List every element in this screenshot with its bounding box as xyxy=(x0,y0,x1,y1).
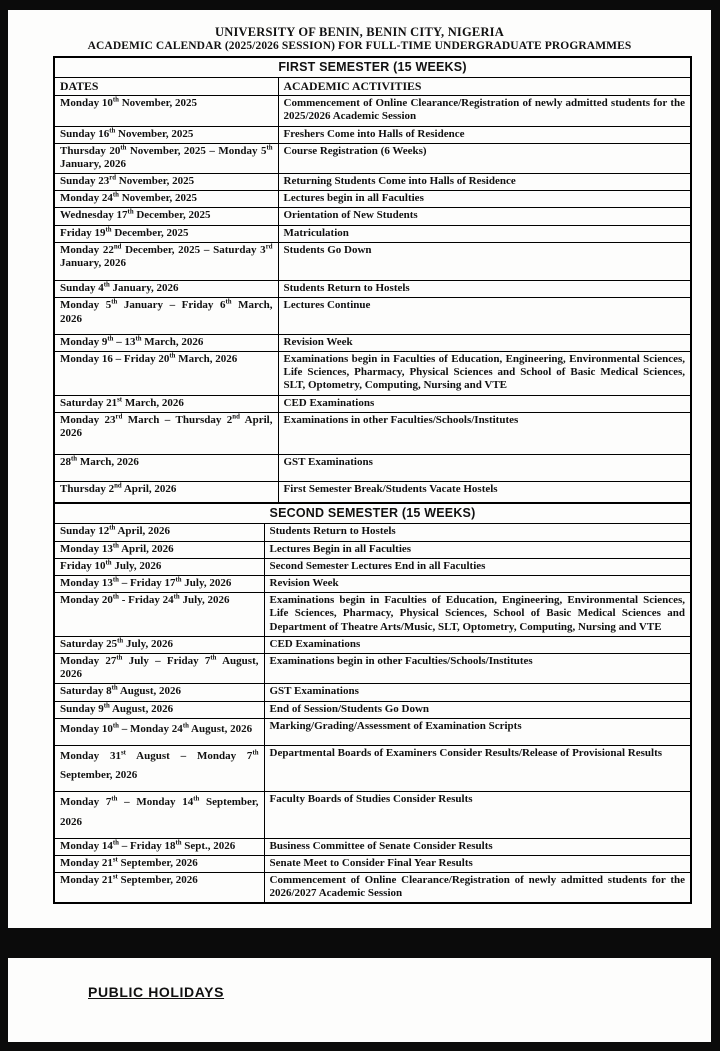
table-row xyxy=(54,455,691,482)
date-cell: Saturday 21st March, 2026 xyxy=(54,395,278,412)
table-row xyxy=(54,126,691,143)
activity-cell: Revision Week xyxy=(278,334,691,351)
date-cell: Monday 13th – Friday 17th July, 2026 xyxy=(54,576,264,593)
date-cell: Monday 5th January – Friday 6th March, 2026 xyxy=(54,298,278,334)
activity-cell: Orientation of New Students xyxy=(278,208,691,225)
document-header xyxy=(8,10,711,52)
activity-cell: CED Examinations xyxy=(278,395,691,412)
activity-cell: Examinations in other Faculties/Schools/Institutes xyxy=(278,412,691,454)
second-semester-title: SECOND SEMESTER (15 WEEKS) xyxy=(54,503,691,524)
table-row xyxy=(54,636,691,653)
table-row xyxy=(54,541,691,558)
second-semester-table xyxy=(53,502,692,904)
activity-cell: End of Session/Students Go Down xyxy=(264,701,691,718)
activity-cell: Students Return to Hostels xyxy=(278,281,691,298)
date-cell: Monday 23rd March – Thursday 2nd April, 2026 xyxy=(54,412,278,454)
activity-cell: Marking/Grading/Assessment of Examination Scripts xyxy=(264,718,691,745)
table-row xyxy=(54,298,691,334)
date-cell: Monday 9th – 13th March, 2026 xyxy=(54,334,278,351)
page-separator-band xyxy=(0,928,720,958)
activity-cell: Examinations begin in Faculties of Education, Engineering, Environmental Sciences, Life Sciences, Pharmacy, Physical Sciences, School of Basic Medical Sciences and Department of Theatre Arts/Music, SLT, Optometry, Computing, Nursing and VTE xyxy=(264,593,691,637)
calendar-page xyxy=(8,10,711,928)
date-cell: Saturday 8th August, 2026 xyxy=(54,684,264,701)
university-title: UNIVERSITY OF BENIN, BENIN CITY, NIGERIA xyxy=(215,25,504,39)
table-row xyxy=(54,412,691,454)
activity-cell: Lectures begin in all Faculties xyxy=(278,191,691,208)
first-semester-title: FIRST SEMESTER (15 WEEKS) xyxy=(54,57,691,78)
table-row xyxy=(54,873,691,904)
first-semester-rows xyxy=(54,96,691,504)
date-cell: Friday 10th July, 2026 xyxy=(54,558,264,575)
activity-cell: Commencement of Online Clearance/Registration of newly admitted students for the 2025/2026 Academic Session xyxy=(278,96,691,126)
table-row xyxy=(54,334,691,351)
activity-cell: Examinations begin in other Faculties/Schools/Institutes xyxy=(264,653,691,683)
date-cell: Sunday 4th January, 2026 xyxy=(54,281,278,298)
date-cell: Monday 22nd December, 2025 – Saturday 3rd January, 2026 xyxy=(54,242,278,280)
date-cell: Sunday 9th August, 2026 xyxy=(54,701,264,718)
date-cell: Monday 24th November, 2025 xyxy=(54,191,278,208)
date-cell: Monday 14th – Friday 18th Sept., 2026 xyxy=(54,838,264,855)
second-semester-title-row xyxy=(54,503,691,524)
activity-cell: Commencement of Online Clearance/Registration of newly admitted students for the 2026/2027 Academic Session xyxy=(264,873,691,904)
date-cell: Friday 19th December, 2025 xyxy=(54,225,278,242)
activity-cell: Revision Week xyxy=(264,576,691,593)
date-cell: Sunday 12th April, 2026 xyxy=(54,524,264,541)
activity-cell: GST Examinations xyxy=(278,455,691,482)
table-row xyxy=(54,855,691,872)
activity-cell: Second Semester Lectures End in all Faculties xyxy=(264,558,691,575)
activity-cell: GST Examinations xyxy=(264,684,691,701)
date-cell: Wednesday 17th December, 2025 xyxy=(54,208,278,225)
table-row xyxy=(54,242,691,280)
table-row xyxy=(54,191,691,208)
table-row xyxy=(54,395,691,412)
table-row xyxy=(54,576,691,593)
activity-cell: Senate Meet to Consider Final Year Results xyxy=(264,855,691,872)
table-row xyxy=(54,96,691,126)
date-cell: Sunday 23rd November, 2025 xyxy=(54,174,278,191)
date-cell: Monday 16 – Friday 20th March, 2026 xyxy=(54,351,278,395)
table-row xyxy=(54,792,691,839)
date-cell: Saturday 25th July, 2026 xyxy=(54,636,264,653)
activity-cell: Faculty Boards of Studies Consider Results xyxy=(264,792,691,839)
column-header-activities: ACADEMIC ACTIVITIES xyxy=(278,78,691,96)
table-row xyxy=(54,593,691,637)
activity-cell: Course Registration (6 Weeks) xyxy=(278,143,691,173)
first-semester-title-row xyxy=(54,57,691,78)
activity-cell: Examinations begin in Faculties of Education, Engineering, Environmental Sciences, Life Sciences, Pharmacy, Physical Sciences and School of Basic Medical Sciences, SLT, Optometry, Computing, Nursing and VTE xyxy=(278,351,691,395)
date-cell: 28th March, 2026 xyxy=(54,455,278,482)
table-row xyxy=(54,838,691,855)
footer-page xyxy=(8,958,711,1042)
date-cell: Monday 7th – Monday 14th September, 2026 xyxy=(54,792,264,839)
table-row xyxy=(54,174,691,191)
date-cell: Monday 20th - Friday 24th July, 2026 xyxy=(54,593,264,637)
activity-cell: Students Return to Hostels xyxy=(264,524,691,541)
column-header-row xyxy=(54,78,691,96)
activity-cell: Matriculation xyxy=(278,225,691,242)
date-cell: Monday 10th – Monday 24th August, 2026 xyxy=(54,718,264,745)
table-row xyxy=(54,718,691,745)
date-cell: Monday 21st September, 2026 xyxy=(54,873,264,904)
public-holidays-heading: PUBLIC HOLIDAYS xyxy=(88,984,225,1000)
activity-cell: First Semester Break/Students Vacate Hostels xyxy=(278,482,691,504)
table-row xyxy=(54,143,691,173)
date-cell: Monday 10th November, 2025 xyxy=(54,96,278,126)
date-cell: Monday 31st August – Monday 7th September, 2026 xyxy=(54,745,264,792)
activity-cell: Students Go Down xyxy=(278,242,691,280)
table-row xyxy=(54,653,691,683)
table-row xyxy=(54,482,691,504)
activity-cell: CED Examinations xyxy=(264,636,691,653)
date-cell: Thursday 20th November, 2025 – Monday 5th January, 2026 xyxy=(54,143,278,173)
activity-cell: Departmental Boards of Examiners Consider Results/Release of Provisional Results xyxy=(264,745,691,792)
table-row xyxy=(54,208,691,225)
activity-cell: Lectures Begin in all Faculties xyxy=(264,541,691,558)
activity-cell: Business Committee of Senate Consider Results xyxy=(264,838,691,855)
activity-cell: Freshers Come into Halls of Residence xyxy=(278,126,691,143)
date-cell: Sunday 16th November, 2025 xyxy=(54,126,278,143)
date-cell: Monday 21st September, 2026 xyxy=(54,855,264,872)
date-cell: Monday 27th July – Friday 7th August, 2026 xyxy=(54,653,264,683)
table-row xyxy=(54,684,691,701)
table-row xyxy=(54,558,691,575)
second-semester-rows xyxy=(54,524,691,903)
calendar-title: ACADEMIC CALENDAR (2025/2026 SESSION) FOR FULL-TIME UNDERGRADUATE PROGRAMMES xyxy=(87,40,632,52)
first-semester-table xyxy=(53,56,692,504)
table-row xyxy=(54,524,691,541)
table-row xyxy=(54,701,691,718)
table-row xyxy=(54,745,691,792)
date-cell: Monday 13th April, 2026 xyxy=(54,541,264,558)
table-row xyxy=(54,225,691,242)
table-row xyxy=(54,351,691,395)
activity-cell: Lectures Continue xyxy=(278,298,691,334)
table-row xyxy=(54,281,691,298)
activity-cell: Returning Students Come into Halls of Residence xyxy=(278,174,691,191)
column-header-dates: DATES xyxy=(54,78,278,96)
date-cell: Thursday 2nd April, 2026 xyxy=(54,482,278,504)
